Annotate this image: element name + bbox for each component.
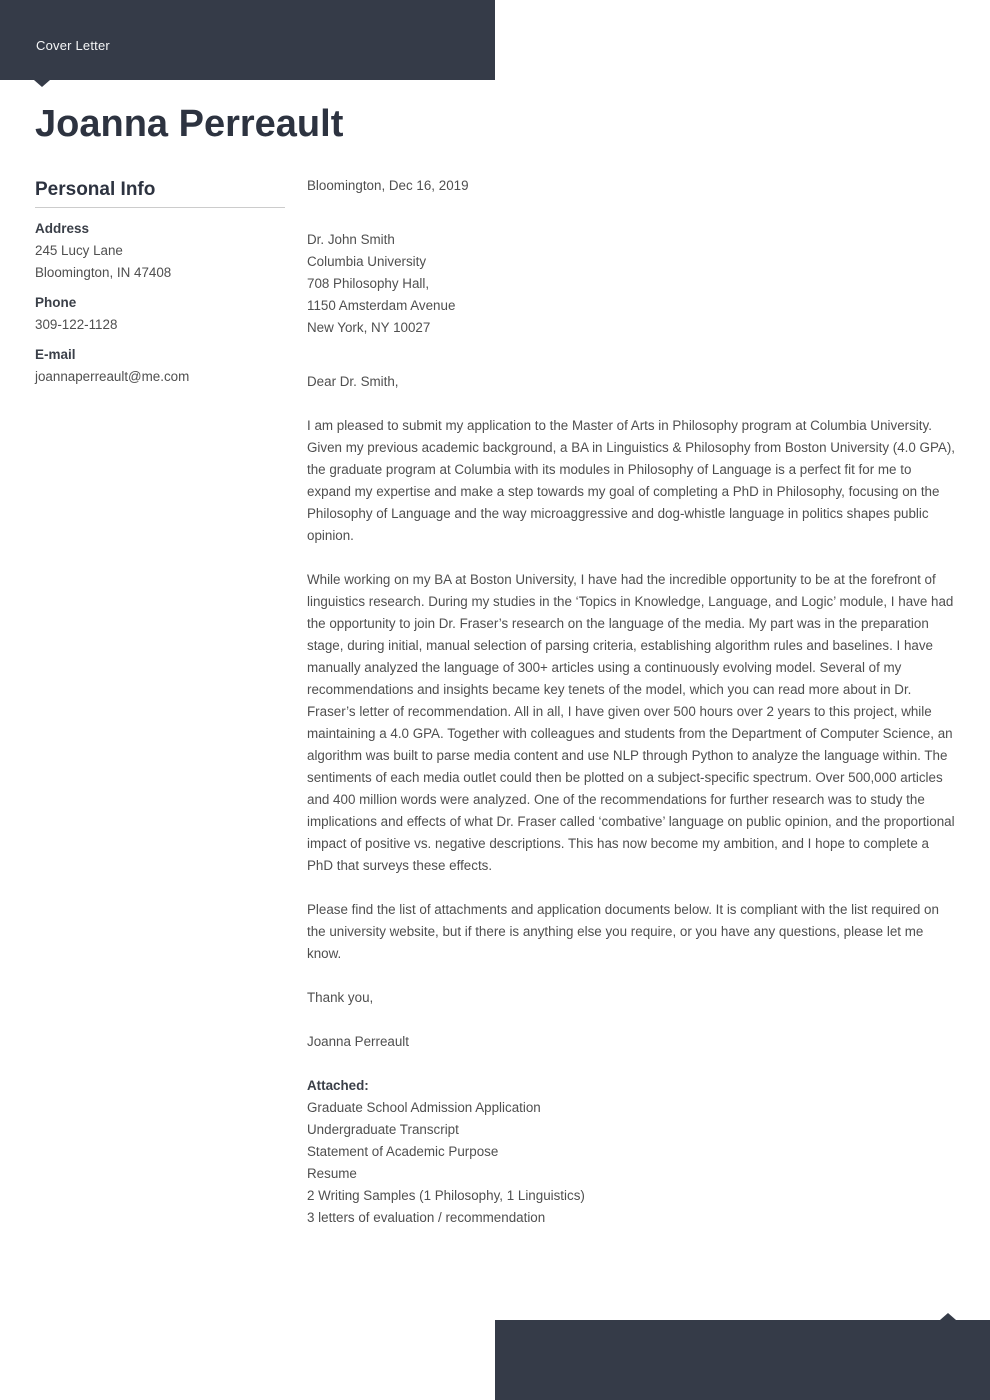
attachment-item: Resume	[307, 1166, 357, 1181]
attachment-item: 3 letters of evaluation / recommendation	[307, 1210, 546, 1225]
letter-body	[307, 175, 955, 1229]
document-type-banner	[0, 0, 495, 80]
signature-name: Joanna Perreault	[307, 1034, 409, 1049]
letter-paragraph: Please find the list of attachments and application documents below. It is compliant with the list required on the university website, but if there is anything else you require, or you have any questions, please let me know.	[307, 902, 939, 961]
address-line: 245 Lucy Lane	[35, 243, 123, 258]
applicant-name: Joanna Perreault	[35, 103, 344, 145]
attachment-item: 2 Writing Samples (1 Philosophy, 1 Linguistics)	[307, 1188, 585, 1203]
footer-pointer-up-icon	[940, 1313, 956, 1320]
attachments-label: Attached:	[307, 1078, 369, 1093]
recipient-block	[307, 229, 955, 339]
document-type-label: Cover Letter	[36, 38, 110, 53]
recipient-line: New York, NY 10027	[307, 320, 431, 335]
email-label: E-mail	[35, 347, 76, 362]
email-value: joannaperreault@me.com	[35, 369, 190, 384]
banner-pointer-down-icon	[34, 80, 50, 87]
footer-banner	[495, 1320, 990, 1400]
attachment-item: Statement of Academic Purpose	[307, 1144, 499, 1159]
letter-paragraph: While working on my BA at Boston University, I have had the incredible opportunity to be at the forefront of linguistics research. During my studies in the ‘Topics in Knowledge, Language, and Logic’ module, I have had the opportunity to join Dr. Fraser’s research on the language of the media. My part was in the preparation stage, during initial, manual selection of parsing criteria, establishing algorithm rules and baselines. I have manually analyzed the language of 300+ articles using a continuously evolving model. Several of my recommendations and insights became key tenets of the model, which you can read more about in Dr. Fraser’s letter of recommendation. All in all, I have given over 500 hours over 2 years to this project, while maintaining a 4.0 GPA. Together with colleagues and students from the Department of Computer Science, an algorithm was built to parse media content and use NLP through Python to analyze the language within. The sentiments of each media outlet could then be plotted on a subject-specific spectrum. Over 500,000 articles and 400 million words were analyzed. One of the recommendations for further research was to study the implications and effects of what Dr. Fraser called ‘combative’ language on public opinion, and the proportional impact of positive vs. negative descriptions. This has now become my ambition, and I hope to complete a PhD that surveys these effects.	[307, 572, 955, 873]
recipient-line: 1150 Amsterdam Avenue	[307, 298, 456, 313]
letter-paragraph: I am pleased to submit my application to the Master of Arts in Philosophy program at Columbia University. Given my previous academic background, a BA in Linguistics & Philosophy from Boston University (4.0 GPA), the graduate program at Columbia with its modules in Philosophy of Language is a perfect fit for me to expand my expertise and make a step towards my goal of completing a PhD in Philosophy, focusing on the Philosophy of Language and the way microaggressive and dog-whistle language in politics shapes public opinion.	[307, 418, 955, 543]
closing-line: Thank you,	[307, 990, 374, 1005]
recipient-line: Dr. John Smith	[307, 232, 395, 247]
phone-value: 309-122-1128	[35, 317, 118, 332]
attachment-item: Graduate School Admission Application	[307, 1100, 541, 1115]
phone-label: Phone	[35, 295, 77, 310]
salutation: Dear Dr. Smith,	[307, 374, 399, 389]
address-line: Bloomington, IN 47408	[35, 265, 172, 280]
personal-info-title: Personal Info	[35, 179, 285, 208]
recipient-line: Columbia University	[307, 254, 427, 269]
address-field	[35, 218, 285, 284]
date-line: Bloomington, Dec 16, 2019	[307, 178, 469, 193]
personal-info-section	[35, 179, 285, 388]
attachments-list	[307, 1097, 955, 1229]
attachment-item: Undergraduate Transcript	[307, 1122, 459, 1137]
email-field	[35, 344, 285, 388]
phone-field	[35, 292, 285, 336]
address-label: Address	[35, 221, 90, 236]
recipient-line: 708 Philosophy Hall,	[307, 276, 430, 291]
